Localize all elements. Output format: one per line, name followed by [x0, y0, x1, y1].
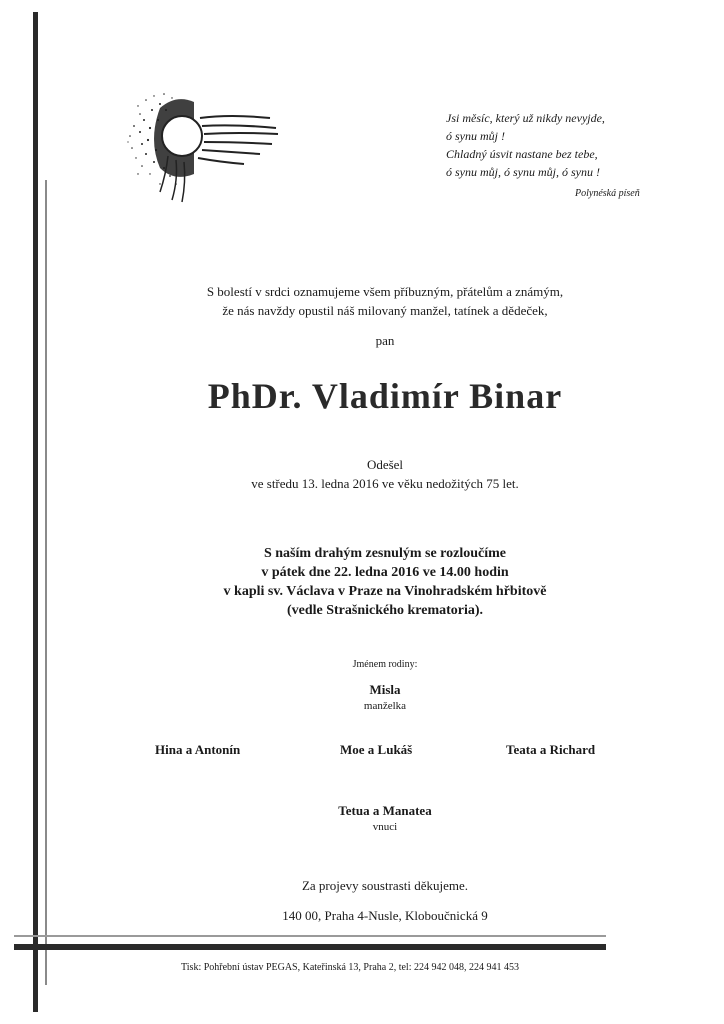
ceremony-line-3: v kapli sv. Václava v Praze na Vinohradském hřbitově	[223, 584, 547, 599]
grandchildren-role: vnuci	[372, 821, 398, 833]
announcement-line-2: že nás navždy opustil náš milovaný manžel, tatínek a dědeček,	[222, 303, 548, 318]
poem-line: ó synu můj !	[446, 129, 505, 143]
announcement	[40, 282, 724, 320]
children-couple: Moe a Lukáš	[340, 742, 413, 757]
wife-name: Misla	[369, 682, 401, 697]
thanks-text: Za projevy soustrasti děkujeme.	[301, 878, 469, 893]
frame-horizontal-thick	[14, 944, 606, 950]
death-info	[40, 455, 724, 493]
poem-line: Jsi měsíc, který už nikdy nevyjde,	[446, 111, 605, 125]
ceremony-line-4: (vedle Strašnického krematoria).	[286, 603, 484, 618]
printer-footer: Tisk: Pohřební ústav PEGAS, Kateřinská 13, Praha 2, tel: 224 942 048, 224 941 453	[181, 962, 519, 973]
death-line-2: ve středu 13. ledna 2016 ve věku nedožitých 75 let.	[251, 476, 519, 491]
children-couple: Teata a Richard	[506, 742, 596, 757]
address-text: 140 00, Praha 4-Nusle, Kloboučnická 9	[282, 908, 488, 923]
frame-horizontal-thin	[14, 935, 606, 937]
poem-line: Chladný úsvit nastane bez tebe,	[446, 147, 598, 161]
deceased-name: PhDr. Vladimír Binar	[207, 376, 563, 416]
poem	[446, 109, 656, 181]
poem-line: ó synu můj, ó synu můj, ó synu !	[446, 165, 600, 179]
grandchildren-names: Tetua a Manatea	[338, 803, 432, 818]
frame-vertical-thick	[33, 12, 38, 1012]
children-couple: Hina a Antonín	[155, 742, 241, 757]
death-line-1: Odešel	[366, 457, 404, 472]
ceremony-line-2: v pátek dne 22. ledna 2016 ve 14.00 hodin	[261, 565, 509, 580]
pan-label: pan	[375, 333, 395, 348]
announcement-line-1: S bolestí v srdci oznamujeme všem příbuzným, přátelům a známým,	[206, 284, 564, 299]
ceremony-line-1: S naším drahým zesnulým se rozloučíme	[263, 546, 506, 561]
moon-illustration	[120, 84, 280, 204]
family-intro: Jménem rodiny:	[352, 659, 418, 670]
wife-role: manželka	[363, 700, 407, 712]
ceremony-info	[40, 544, 724, 620]
poem-source: Polynéská píseň	[575, 188, 640, 199]
